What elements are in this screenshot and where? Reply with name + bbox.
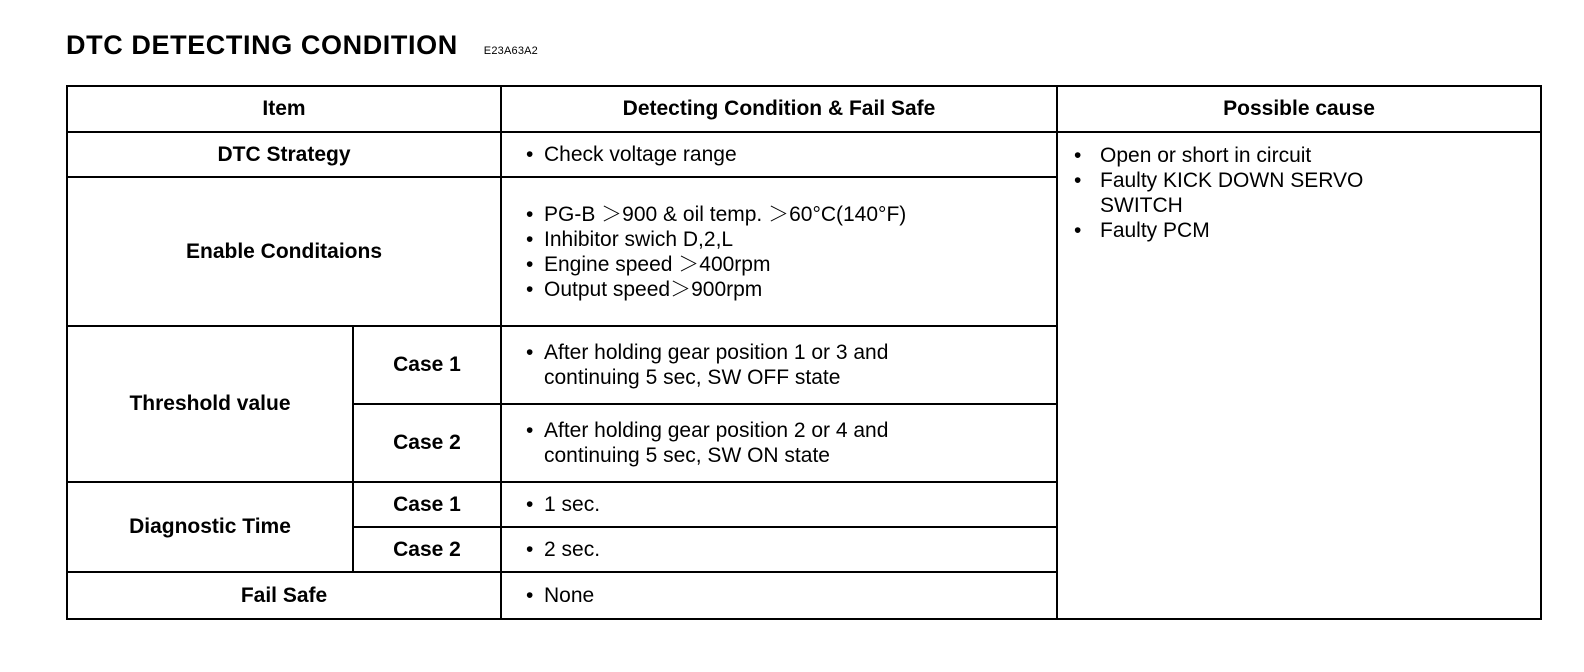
diagnostic-case-2-label: Case 2 — [353, 527, 501, 572]
threshold-case-1-label: Case 1 — [353, 326, 501, 404]
list-item — [1058, 218, 1540, 243]
cause-line: Open or short in circuit — [1100, 144, 1312, 167]
threshold-case-2-label: Case 2 — [353, 404, 501, 482]
page-heading — [66, 30, 538, 66]
list-item: • Check voltage range — [502, 142, 1056, 167]
enable-conditions-label: Enable Conditaions — [67, 177, 501, 326]
list-item — [1058, 143, 1540, 168]
threshold-case-2-condition — [501, 404, 1057, 482]
fail-safe-label: Fail Safe — [67, 572, 501, 619]
list-item — [1058, 168, 1540, 218]
condition-line: After holding gear position 1 or 3 and — [544, 341, 889, 364]
dtc-strategy-condition — [501, 132, 1057, 177]
condition-line: continuing 5 sec, SW ON state — [544, 444, 830, 467]
dtc-strategy-label: DTC Strategy — [67, 132, 501, 177]
list-item: • Output speed＞900rpm — [502, 277, 1056, 302]
table-row-dtc-strategy — [67, 132, 1541, 177]
list-item: • 2 sec. — [502, 537, 1056, 562]
diagnostic-time-label: Diagnostic Time — [67, 482, 353, 572]
list-item: • Engine speed ＞400rpm — [502, 252, 1056, 277]
section-code: E23A63A2 — [483, 45, 538, 57]
cause-line: Faulty KICK DOWN SERVO — [1100, 169, 1364, 192]
list-item: • Inhibitor swich D,2,L — [502, 227, 1056, 252]
header-possible-cause: Possible cause — [1057, 86, 1541, 132]
threshold-value-label: Threshold value — [67, 326, 353, 482]
table-header-row — [67, 86, 1541, 132]
threshold-case-1-condition — [501, 326, 1057, 404]
enable-conditions-list — [501, 177, 1057, 326]
condition-line: continuing 5 sec, SW OFF state — [544, 366, 841, 389]
list-item — [502, 418, 1056, 468]
possible-cause-cell — [1057, 132, 1541, 619]
fail-safe-value — [501, 572, 1057, 619]
cause-line: Faulty PCM — [1100, 219, 1210, 242]
list-item: • 1 sec. — [502, 492, 1056, 517]
condition-line: After holding gear position 2 or 4 and — [544, 419, 889, 442]
header-detecting-condition: Detecting Condition & Fail Safe — [501, 86, 1057, 132]
header-item: Item — [67, 86, 501, 132]
diagnostic-case-1-value — [501, 482, 1057, 527]
list-item: • None — [502, 583, 1056, 608]
page-title: DTC DETECTING CONDITION — [66, 30, 458, 60]
list-item — [502, 340, 1056, 390]
cause-line: SWITCH — [1100, 194, 1183, 217]
list-item: • PG-B ＞900 & oil temp. ＞60°C(140°F) — [502, 202, 1056, 227]
diagnostic-case-1-label: Case 1 — [353, 482, 501, 527]
diagnostic-case-2-value — [501, 527, 1057, 572]
dtc-condition-table — [66, 85, 1542, 620]
